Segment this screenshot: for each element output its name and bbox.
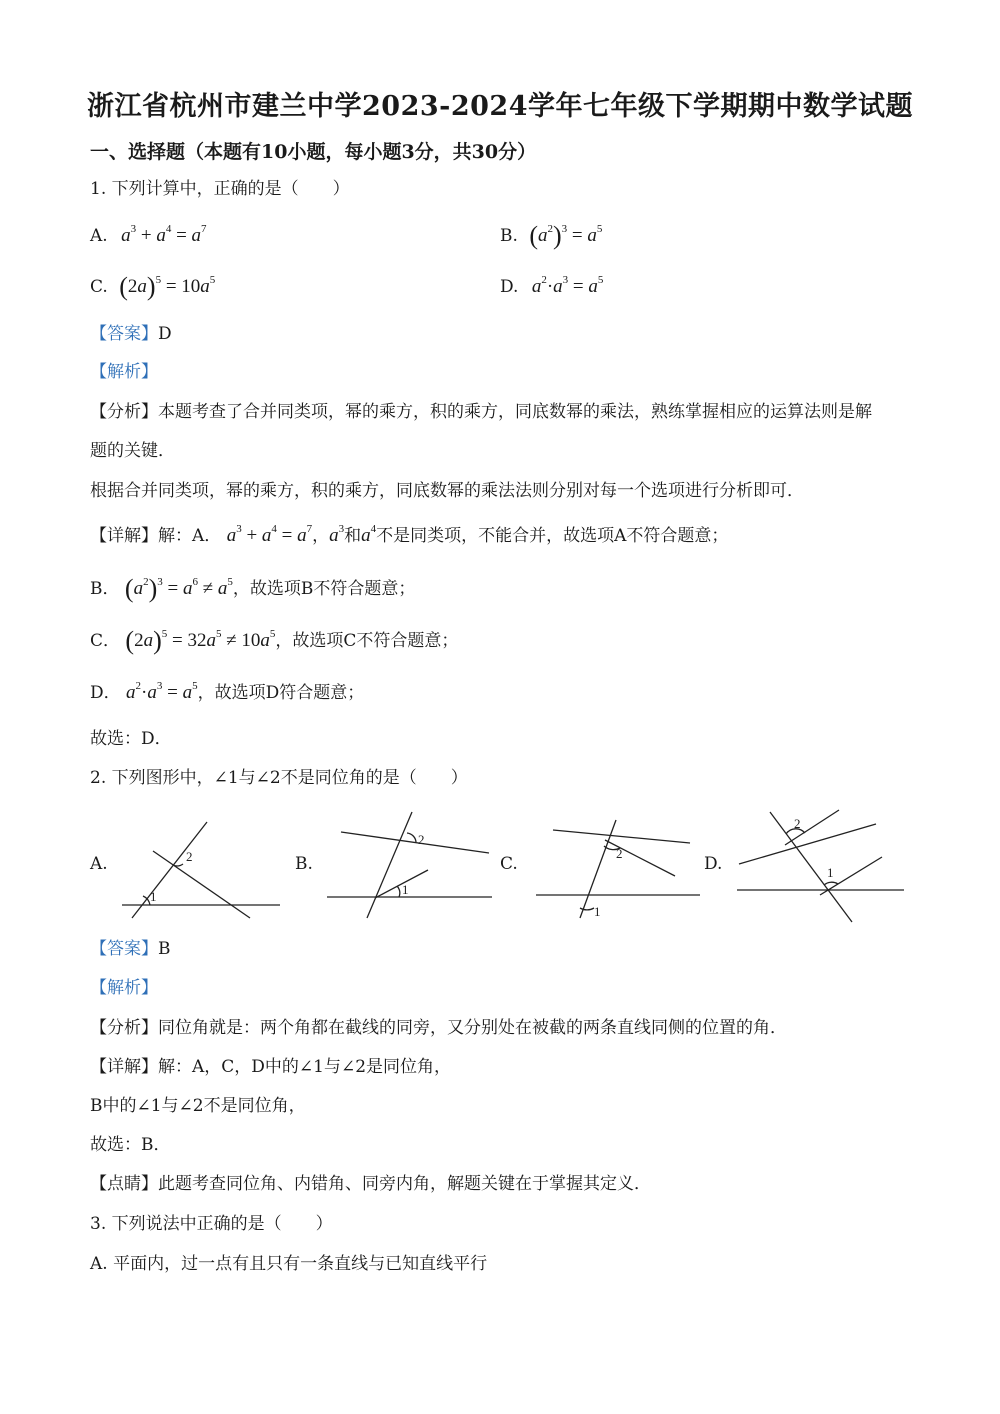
q1-xiangjie-d: D． $a^2\cdot a^3 = a^5$，故选项D符合题意；: [90, 680, 365, 703]
figure-a: [122, 822, 280, 918]
q2-xiangjie: [90, 1056, 451, 1078]
q1-xiangjie-b: B． $(a^2)^3 = a^6 \ne a^5$，故选项B不符合题意；: [90, 574, 416, 603]
q1-jiexi-tag: 【解析】: [90, 362, 158, 382]
answer-value: B: [158, 939, 171, 959]
q1-option-a: A. $a^3 + a^4 = a^7$: [90, 223, 207, 246]
xiangjie-tag: 【详解】: [90, 526, 158, 546]
q1-answer: [90, 323, 172, 345]
xj-text: ，故选项D符合题意；: [197, 683, 365, 703]
figure-c: [536, 820, 700, 919]
angle-label-2: 2: [418, 832, 425, 847]
q1-option-b: B. $(a^2)^3 = a^5$: [500, 221, 603, 250]
q2-option-b-label: B.: [295, 854, 313, 874]
fenxi-text: 本题考查了合并同类项，幂的乘方，积的乘方，同底数幂的乘法，熟练掌握相应的运算法则是解: [158, 402, 872, 422]
q1-xiangjie-a: 【详解】解：A． $a^3 + a^4 = a^7$，$a^3$和$a^4$不是同类项，不能合并，故选项A不符合题意；: [90, 523, 729, 546]
q3-option-a: A. 平面内，过一点有且只有一条直线与已知直线平行: [90, 1254, 488, 1274]
q1-option-c: C. $(2a)^5 = 10a^5$: [90, 272, 216, 301]
xiangjie-text: 解：A，C，D中的∠1与∠2是同位角，: [158, 1057, 452, 1077]
figure-b: [327, 812, 492, 918]
dianjing-text: 此题考查同位角、内错角、同旁内角，解题关键在于掌握其定义．: [158, 1174, 651, 1194]
section-heading: 一、选择题（本题有10小题，每小题3分，共30分）: [90, 141, 537, 163]
option-label: D.: [500, 277, 519, 297]
xj-text: 不是同类项，不能合并，故选项A不符合题意；: [376, 526, 729, 546]
angle-label-1: 1: [150, 889, 157, 904]
answer-value: D: [158, 324, 172, 344]
angle-label-2: 2: [186, 849, 193, 864]
xj-text: 和: [344, 526, 362, 546]
xj-text: D．: [90, 683, 121, 703]
fenxi-tag: 【分析】: [90, 402, 158, 422]
xj-text: ，故选项C不符合题意；: [275, 631, 459, 651]
q2-option-a-label: A.: [90, 854, 108, 874]
angle-label-1: 1: [594, 904, 601, 919]
fenxi-text: 同位角就是：两个角都在截线的同旁，又分别处在被截的两条直线同侧的位置的角．: [158, 1018, 787, 1038]
page-title: 浙江省杭州市建兰中学2023-2024学年七年级下学期期中数学试题: [87, 91, 913, 122]
angle-label-1: 1: [402, 882, 409, 897]
angle-label-2: 2: [616, 846, 623, 861]
q2-line2: B中的∠1与∠2不是同位角，: [90, 1096, 306, 1116]
q2-answer: [90, 938, 171, 960]
fenxi-tag: 【分析】: [90, 1018, 158, 1038]
xj-text: C．: [90, 631, 121, 651]
q2-option-d-label: D.: [704, 854, 723, 874]
xj-text: B．: [90, 579, 120, 599]
question-3-stem: 3. 下列说法中正确的是（ ）: [90, 1214, 333, 1234]
dianjing-tag: 【点睛】: [90, 1174, 158, 1194]
answer-tag: 【答案】: [90, 324, 158, 344]
option-label: B.: [500, 226, 518, 246]
q2-jiexi-tag: 【解析】: [90, 978, 158, 998]
question-2-stem: 2. 下列图形中，∠1与∠2不是同位角的是（ ）: [90, 768, 468, 788]
q1-fenxi-line3: 根据合并同类项，幂的乘方，积的乘方，同底数幂的乘法法则分别对每一个选项进行分析即可．: [90, 481, 804, 501]
q2-option-c-label: C.: [500, 854, 518, 874]
q1-option-d: D. $a^2\cdot a^3 = a^5$: [500, 274, 604, 297]
xj-text: ，故选项B不符合题意；: [232, 579, 416, 599]
answer-tag: 【答案】: [90, 939, 158, 959]
q2-dianjing: [90, 1173, 651, 1195]
q1-fenxi-line2: 题的关键．: [90, 441, 175, 461]
q2-fenxi: [90, 1017, 787, 1039]
q1-guxuan: 故选：D．: [90, 729, 172, 749]
q1-xiangjie-c: C． $(2a)^5 = 32a^5 \ne 10a^5$，故选项C不符合题意；: [90, 626, 459, 655]
option-label: C.: [90, 277, 108, 297]
angle-label-2: 2: [794, 816, 801, 831]
option-label: A.: [90, 226, 108, 246]
q1-fenxi-line1: [90, 401, 872, 423]
angle-label-1: 1: [827, 865, 834, 880]
q2-guxuan: 故选：B．: [90, 1135, 171, 1155]
q2-figures: [0, 800, 1000, 930]
figure-d: [737, 810, 904, 922]
xiangjie-tag: 【详解】: [90, 1057, 158, 1077]
question-1-stem: 1. 下列计算中，正确的是（ ）: [90, 179, 350, 199]
xj-text: 解：A．: [158, 526, 222, 546]
